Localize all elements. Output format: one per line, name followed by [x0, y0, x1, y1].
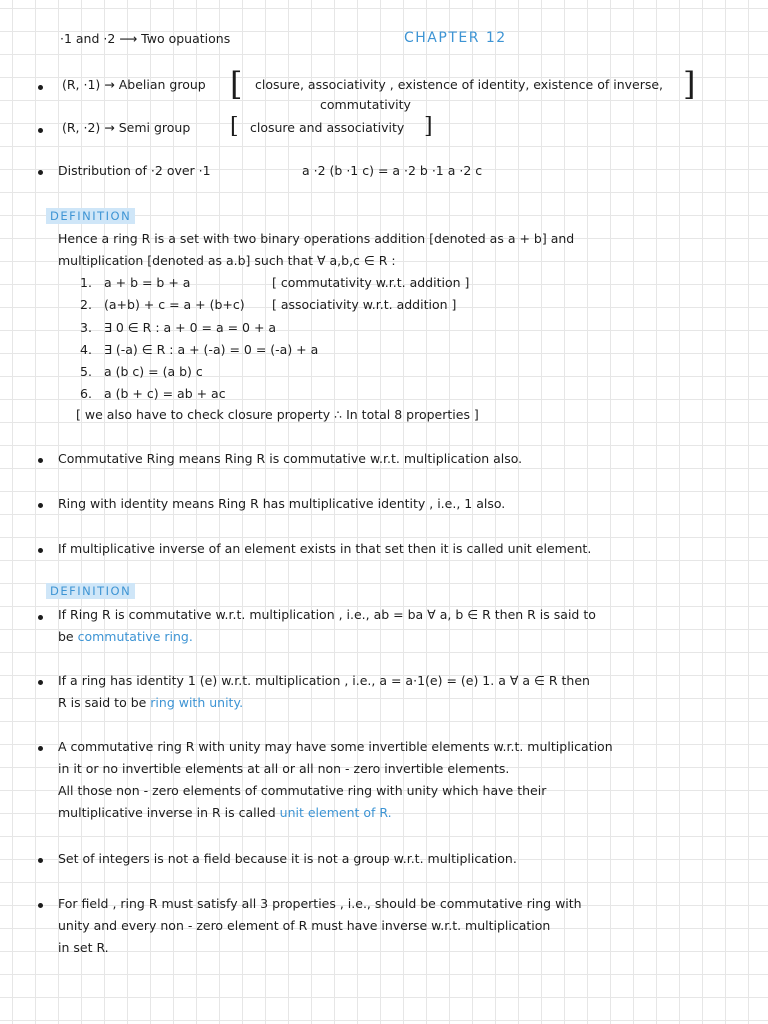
bullet-icon — [38, 680, 43, 685]
ring-unity-definition-1: If a ring has identity 1 (e) w.r.t. multiplication , i.e., a = a·1(e) = (e) 1. a ∀ a ∈ R then — [58, 673, 590, 688]
commutative-ring-definition-1: If Ring R is commutative w.r.t. multiplication , i.e., ab = ba ∀ a, b ∈ R then R is said to — [58, 607, 596, 622]
distribution-label: Distribution of ·2 over ·1 — [58, 163, 211, 178]
axiom-number: 4. — [80, 342, 92, 357]
unit-element-note: If multiplicative inverse of an element exists in that set then it is called unit element. — [58, 541, 592, 556]
abelian-properties-commutativity: commutativity — [320, 97, 411, 112]
semi-group-label: (R, ·2) → Semi group — [62, 120, 191, 135]
axiom-formula: a (b c) = (a b) c — [104, 364, 203, 379]
unit-element-definition-1: A commutative ring R with unity may have some invertible elements w.r.t. multiplication — [58, 739, 613, 754]
axiom-note: [ associativity w.r.t. addition ] — [272, 297, 457, 312]
close-bracket-icon: ] — [683, 65, 696, 103]
text-prefix: be — [58, 629, 78, 644]
term-unit-element: unit element of R. — [279, 805, 392, 820]
definition-tag: DEFINITION — [46, 208, 135, 224]
bullet-icon — [38, 548, 43, 553]
header-operations: ·1 and ·2 ⟶ Two opuations — [60, 31, 231, 46]
axiom-number: 3. — [80, 320, 92, 335]
closure-note: [ we also have to check closure property ∴ In total 8 properties ] — [76, 407, 479, 422]
ring-identity-note: Ring with identity means Ring R has multiplicative identity , i.e., 1 also. — [58, 496, 506, 511]
axiom-formula: ∃ 0 ∈ R : a + 0 = a = 0 + a — [104, 320, 277, 335]
bullet-icon — [38, 503, 43, 508]
field-definition-3: in set R. — [58, 940, 109, 955]
bullet-icon — [38, 458, 43, 463]
unit-element-definition-3: All those non - zero elements of commutative ring with unity which have their — [58, 783, 547, 798]
distribution-formula: a ·2 (b ·1 c) = a ·2 b ·1 a ·2 c — [302, 163, 483, 178]
ring-definition-line-2: multiplication [denoted as a.b] such that ∀ a,b,c ∈ R : — [58, 253, 396, 268]
bullet-icon — [38, 615, 43, 620]
unit-element-definition-2: in it or no invertible elements at all or all non - zero invertible elements. — [58, 761, 510, 776]
semi-group-properties: closure and associativity — [250, 120, 405, 135]
text-prefix: R is said to be — [58, 695, 151, 710]
bullet-icon — [38, 746, 43, 751]
close-bracket-icon: ] — [424, 114, 433, 139]
bullet-icon — [38, 858, 43, 863]
bullet-icon — [38, 128, 43, 133]
bullet-icon — [38, 170, 43, 175]
open-bracket-icon: [ — [230, 65, 243, 103]
axiom-formula: ∃ (-a) ∈ R : a + (-a) = 0 = (-a) + a — [104, 342, 319, 357]
bullet-icon — [38, 903, 43, 908]
axiom-formula: a (b + c) = ab + ac — [104, 386, 226, 401]
integers-not-field-note: Set of integers is not a field because it is not a group w.r.t. multiplication. — [58, 851, 517, 866]
abelian-properties: closure, associativity , existence of identity, existence of inverse, — [255, 77, 664, 92]
commutative-ring-note: Commutative Ring means Ring R is commutative w.r.t. multiplication also. — [58, 451, 523, 466]
commutative-ring-definition-2 — [58, 628, 193, 646]
bullet-icon — [38, 85, 43, 90]
axiom-formula: a + b = b + a — [104, 275, 191, 290]
chapter-title: CHAPTER 12 — [404, 30, 507, 46]
abelian-group-label: (R, ·1) → Abelian group — [62, 77, 206, 92]
axiom-number: 6. — [80, 386, 92, 401]
ring-unity-definition-2 — [58, 694, 243, 712]
open-bracket-icon: [ — [230, 114, 239, 139]
term-ring-with-unity: ring with unity. — [150, 695, 244, 710]
axiom-note: [ commutativity w.r.t. addition ] — [272, 275, 470, 290]
axiom-formula: (a+b) + c = a + (b+c) — [104, 297, 245, 312]
unit-element-definition-4 — [58, 804, 392, 822]
text-prefix: multiplicative inverse in R is called — [58, 805, 280, 820]
ring-definition-line-1: Hence a ring R is a set with two binary operations addition [denoted as a + b] and — [58, 231, 575, 246]
axiom-number: 1. — [80, 275, 92, 290]
field-definition-2: unity and every non - zero element of R must have inverse w.r.t. multiplication — [58, 918, 551, 933]
term-commutative-ring: commutative ring. — [77, 629, 193, 644]
field-definition-1: For field , ring R must satisfy all 3 properties , i.e., should be commutative ring with — [58, 896, 582, 911]
definition-tag: DEFINITION — [46, 583, 135, 599]
axiom-number: 2. — [80, 297, 92, 312]
axiom-number: 5. — [80, 364, 92, 379]
